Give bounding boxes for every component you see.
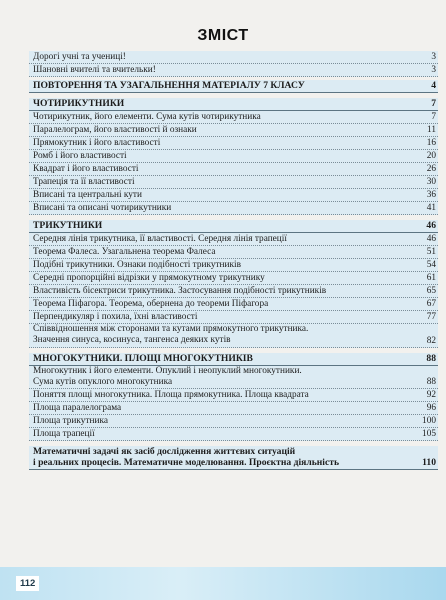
- toc-entry-title: Перпендикуляр і похила, їхні властивості: [33, 312, 198, 322]
- toc-section-math-modeling: [29, 446, 438, 470]
- toc-entry[interactable]: [29, 259, 438, 272]
- toc-entry-title: Властивість бісектриси трикутника. Застосування подібності трикутників: [33, 286, 327, 296]
- toc-entry[interactable]: [29, 137, 438, 150]
- toc-entry[interactable]: [29, 324, 438, 348]
- toc-entry-page: 65: [426, 286, 436, 296]
- toc-entry-page: 96: [426, 403, 436, 414]
- toc-entry-page: 20: [426, 151, 436, 161]
- toc-entry-title: [33, 366, 418, 389]
- toc-entry-line-2: і реальних процесів. Математичне моделювання. Проєктна діяльність: [33, 457, 340, 469]
- toc-entry-page: 4: [431, 80, 436, 91]
- toc-entry-line-1: Співвідношення між сторонами та кутами прямокутного трикутника.: [33, 324, 309, 334]
- toc-entry[interactable]: [29, 366, 438, 390]
- toc-section-intro: [29, 51, 438, 77]
- toc-entry-title: Паралелограм, його властивості й ознаки: [33, 125, 197, 135]
- toc-entry-title: Ромб і його властивості: [33, 151, 127, 161]
- toc-entry[interactable]: [29, 189, 438, 202]
- toc-entry-title: Середні пропорційні відрізки у прямокутному трикутнику: [33, 273, 265, 283]
- toc-entry-page: 3: [431, 65, 436, 75]
- toc-entry-page: 16: [426, 138, 436, 148]
- toc-entry-page: 30: [426, 177, 436, 187]
- toc-entry[interactable]: [29, 415, 438, 428]
- toc-entry[interactable]: [29, 124, 438, 137]
- toc-entry[interactable]: [29, 176, 438, 189]
- toc-entry-title: Теорема Фалеса. Узагальнена теорема Фалеса: [33, 247, 216, 257]
- table-of-contents: [29, 51, 438, 470]
- toc-entry-title: Вписані та центральні кути: [33, 190, 142, 200]
- toc-section-heading[interactable]: [29, 80, 438, 93]
- toc-entry[interactable]: [29, 202, 438, 215]
- toc-section-review: [29, 80, 438, 93]
- toc-entry-page: 105: [422, 429, 436, 440]
- toc-entry-page: 77: [426, 312, 436, 322]
- toc-entry-title: ТРИКУТНИКИ: [33, 220, 103, 231]
- toc-entry-page: 51: [426, 247, 436, 257]
- toc-entry-title: Подібні трикутники. Ознаки подібності трикутників: [33, 260, 241, 270]
- toc-entry-title: Площа трикутника: [33, 416, 108, 427]
- toc-section-heading[interactable]: [29, 98, 438, 111]
- toc-section-quadrilaterals: [29, 98, 438, 215]
- toc-entry-title: МНОГОКУТНИКИ. ПЛОЩІ МНОГОКУТНИКІВ: [33, 352, 253, 364]
- toc-entry[interactable]: [29, 233, 438, 246]
- toc-section-polygons: [29, 353, 438, 442]
- toc-entry-page: 88: [426, 377, 436, 388]
- toc-entry[interactable]: [29, 298, 438, 311]
- toc-entry[interactable]: [29, 51, 438, 64]
- toc-entry-title: Поняття площі многокутника. Площа прямокутника. Площа квадрата: [33, 390, 309, 401]
- toc-entry-page: 110: [422, 456, 436, 468]
- toc-entry-page: 88: [426, 352, 436, 364]
- toc-entry-line-1: Многокутник і його елементи. Опуклий і неопуклий многокутники.: [33, 365, 302, 376]
- toc-entry-page: 54: [426, 260, 436, 270]
- toc-entry-page: 3: [431, 52, 436, 62]
- toc-entry[interactable]: [29, 389, 438, 402]
- toc-entry-title: Теорема Піфагора. Теорема, обернена до теореми Піфагора: [33, 299, 269, 309]
- toc-entry-page: 46: [426, 220, 436, 231]
- toc-entry[interactable]: [29, 64, 438, 77]
- toc-entry-page: 82: [426, 335, 436, 346]
- toc-entry[interactable]: [29, 150, 438, 163]
- toc-entry-title: [33, 446, 418, 469]
- toc-entry[interactable]: [29, 402, 438, 415]
- toc-section-heading[interactable]: [29, 446, 438, 470]
- toc-entry-title: Чотирикутник, його елементи. Сума кутів чотирикутника: [33, 112, 261, 122]
- toc-entry[interactable]: [29, 311, 438, 324]
- footer-band: [0, 567, 446, 600]
- toc-entry-title: Середня лінія трикутника, її властивості. Середня лінія трапеції: [33, 234, 287, 244]
- toc-entry-page: 26: [426, 164, 436, 174]
- toc-entry-title: ЧОТИРИКУТНИКИ: [33, 98, 125, 109]
- toc-section-heading[interactable]: [29, 353, 438, 366]
- toc-entry[interactable]: [29, 163, 438, 176]
- toc-entry-title: [33, 324, 418, 347]
- toc-entry[interactable]: [29, 111, 438, 124]
- toc-entry-page: 11: [427, 125, 436, 135]
- toc-entry-title: ПОВТОРЕННЯ ТА УЗАГАЛЬНЕННЯ МАТЕРІАЛУ 7 КЛАСУ: [33, 80, 305, 91]
- toc-entry-line-2: Значення синуса, косинуса, тангенса деяких кутів: [33, 335, 231, 346]
- toc-section-heading[interactable]: [29, 220, 438, 233]
- toc-entry-line-2: Сума кутів опуклого многокутника: [33, 376, 173, 387]
- toc-entry[interactable]: [29, 272, 438, 285]
- toc-entry-title: Дорогі учні та учениці!: [33, 52, 126, 62]
- toc-entry-page: 100: [422, 416, 436, 427]
- toc-entry-page: 67: [426, 299, 436, 309]
- toc-entry-page: 36: [426, 190, 436, 200]
- toc-entry[interactable]: [29, 285, 438, 298]
- toc-entry-line-1: Математичні задачі як засіб дослідження життєвих ситуацій: [33, 446, 296, 458]
- toc-entry-page: 92: [426, 390, 436, 401]
- toc-entry-page: 41: [426, 203, 436, 213]
- toc-entry-page: 61: [426, 273, 436, 283]
- toc-entry-title: Шановні вчителі та вчительки!: [33, 65, 156, 75]
- toc-entry-page: 46: [426, 234, 436, 244]
- toc-entry-title: Прямокутник і його властивості: [33, 138, 161, 148]
- toc-entry-title: Вписані та описані чотирикутники: [33, 203, 172, 213]
- toc-entry-page: 7: [431, 98, 436, 109]
- toc-entry-title: Трапеція та її властивості: [33, 177, 135, 187]
- toc-section-triangles: [29, 220, 438, 348]
- toc-entry-title: Площа паралелограма: [33, 403, 122, 414]
- page-number: 112: [16, 576, 39, 591]
- toc-entry[interactable]: [29, 246, 438, 259]
- toc-entry-title: Площа трапеції: [33, 429, 95, 440]
- page-title: ЗМІСТ: [197, 27, 249, 44]
- toc-entry-title: Квадрат і його властивості: [33, 164, 139, 174]
- toc-entry[interactable]: [29, 428, 438, 441]
- toc-entry-page: 7: [431, 112, 436, 122]
